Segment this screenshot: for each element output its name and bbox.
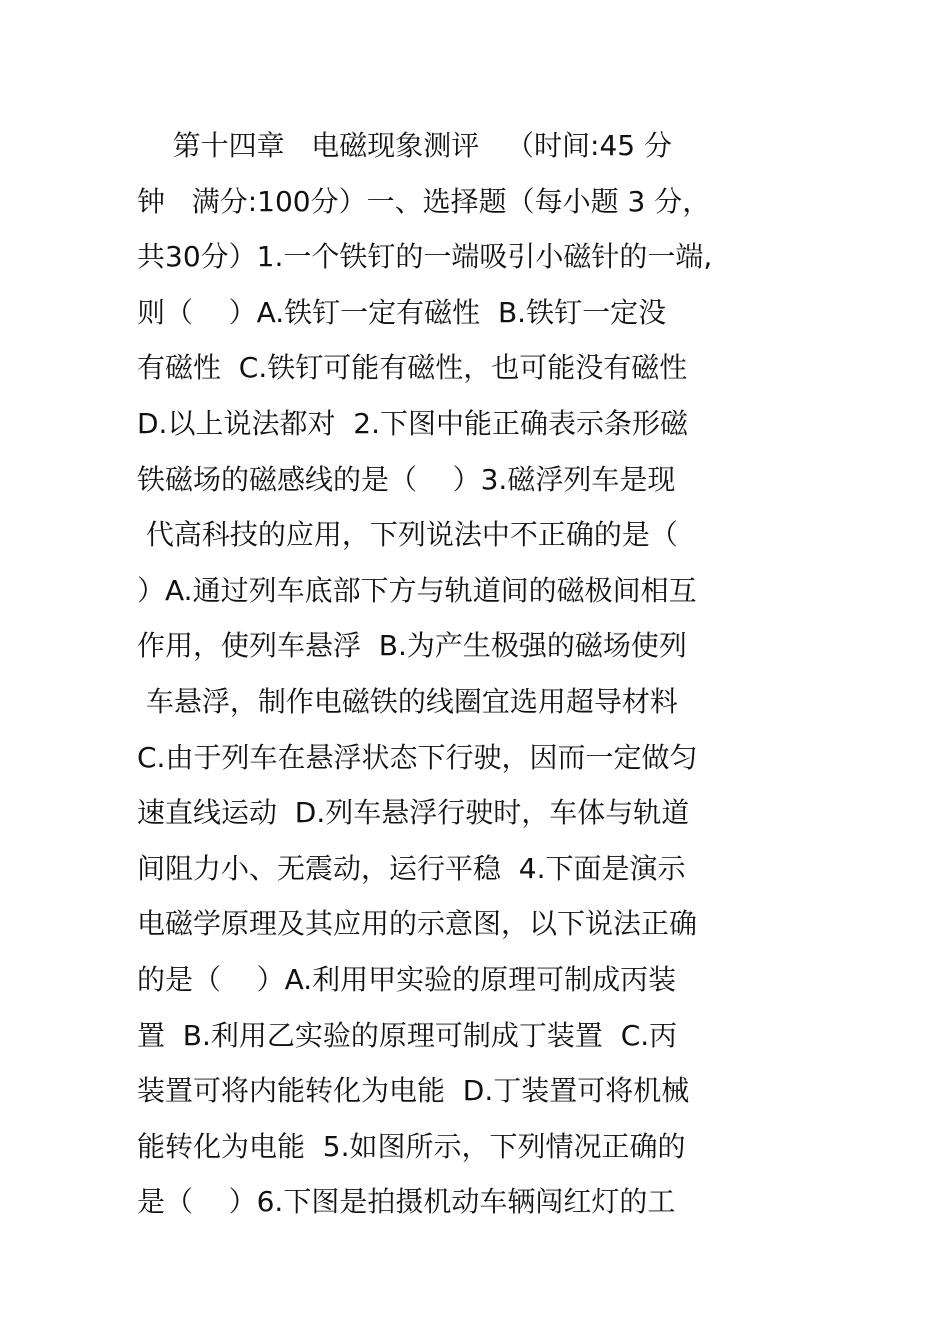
text-line: ）A.通过列车底部下方与轨道间的磁极间相互 <box>137 573 697 607</box>
text-line: 车悬浮，制作电磁铁的线圈宜选用超导材料 <box>137 684 678 718</box>
text-line: 装置可将内能转化为电能 D.丁装置可将机械 <box>137 1074 690 1108</box>
text-line: 电磁学原理及其应用的示意图，以下说法正确 <box>137 907 698 941</box>
text-line: 钟 满分:100分）一、选择题（每小题 3 分， <box>137 184 711 218</box>
text-line: C.由于列车在悬浮状态下行驶，因而一定做匀 <box>137 740 698 774</box>
text-line: 共30分）1.一个铁钉的一端吸引小磁针的一端, <box>137 240 713 274</box>
text-line: 的是（ ）A.利用甲实验的原理可制成丙装 <box>137 962 677 996</box>
text-line: 速直线运动 D.列车悬浮行驶时，车体与轨道 <box>137 796 690 830</box>
text-line: 代高科技的应用，下列说法中不正确的是（ <box>137 518 678 552</box>
document-body-text <box>137 118 827 1230</box>
text-line: 能转化为电能 5.如图所示，下列情况正确的 <box>137 1129 686 1163</box>
text-line: 铁磁场的磁感线的是（ ）3.磁浮列车是现 <box>137 462 676 496</box>
text-line: D.以上说法都对 2.下图中能正确表示条形磁 <box>137 406 688 440</box>
text-line: 间阻力小、无震动，运行平稳 4.下面是演示 <box>137 851 686 885</box>
text-line: 则（ ）A.铁钉一定有磁性 B.铁钉一定没 <box>137 295 667 329</box>
text-line: 有磁性 C.铁钉可能有磁性，也可能没有磁性 <box>137 351 688 385</box>
text-line: 是（ ）6.下图是拍摄机动车辆闯红灯的工 <box>137 1185 676 1219</box>
text-line: 置 B.利用乙实验的原理可制成丁装置 C.丙 <box>137 1018 678 1052</box>
text-line: 第十四章 电磁现象测评 （时间:45 分 <box>137 129 672 162</box>
text-line: 作用，使列车悬浮 B.为产生极强的磁场使列 <box>137 629 687 663</box>
